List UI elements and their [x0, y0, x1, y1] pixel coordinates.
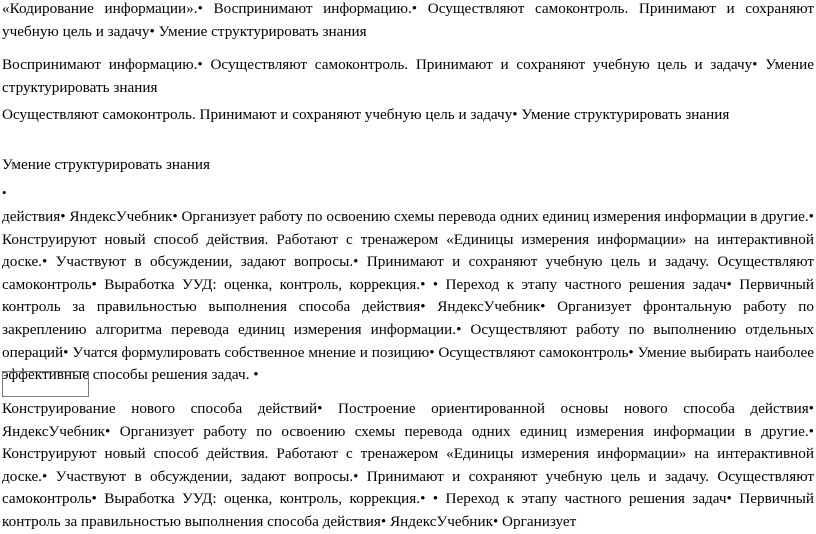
paragraph-4: Умение структурировать знания [2, 156, 211, 173]
paragraph-6: Конструирование нового способа действий• Построение ориентированной основы нового способа действия• ЯндексУчебник• Организует работу по освоению схемы перевода одних единиц измерения информации в другие.• Конструируют новый способ действия. Работают с тренажером «Единицы измерения информации» на интерактивной доске.• Участвуют в обсуждении, задают вопросы.• Принимают и сохраняют учебную цель и задачу. Осуществляют самоконтроль• Выработка УУД: оценка, контроль, коррекция.• • Переход к этапу частного решения задач• Первичный контроль за правильностью выполнения способа действия• ЯндексУчебник• Организует [2, 400, 814, 530]
empty-box [2, 371, 89, 397]
paragraph-1: «Кодирование информации».• Воспринимают информацию.• Осуществляют самоконтроль. Принимают и сохраняют учебную цель и задачу• Умение структурировать знания [2, 0, 814, 40]
paragraph-3: Осуществляют самоконтроль. Принимают и сохраняют учебную цель и задачу• Умение структурировать знания [2, 106, 730, 123]
paragraph-2: Воспринимают информацию.• Осуществляют самоконтроль. Принимают и сохраняют учебную цель и задачу• Умение структурировать знания [2, 56, 814, 96]
bullet-icon: • [2, 185, 7, 200]
paragraph-5: действия• ЯндексУчебник• Организует работу по освоению схемы перевода одних единиц измерения информации в другие.• Конструируют новый способ действия. Работают с тренажером «Единицы измерения информации» на интерактивной доске.• Участвуют в обсуждении, задают вопросы.• Принимают и сохраняют учебную цель и задачу. Осуществляют самоконтроль• Выработка УУД: оценка, контроль, коррекция.• • Переход к этапу частного решения задач• Первичный контроль за правильностью выполнения способа действия• ЯндексУчебник• Организует фронтальную работу по закреплению алгоритма перевода единиц измерения информации.• Осуществляют работу по выполнению отдельных операций• Учатся формулировать собственное мнение и позицию• Осуществляют самоконтроль• Умение выбирать наиболее эффективные способы решения задач. • [2, 208, 814, 384]
